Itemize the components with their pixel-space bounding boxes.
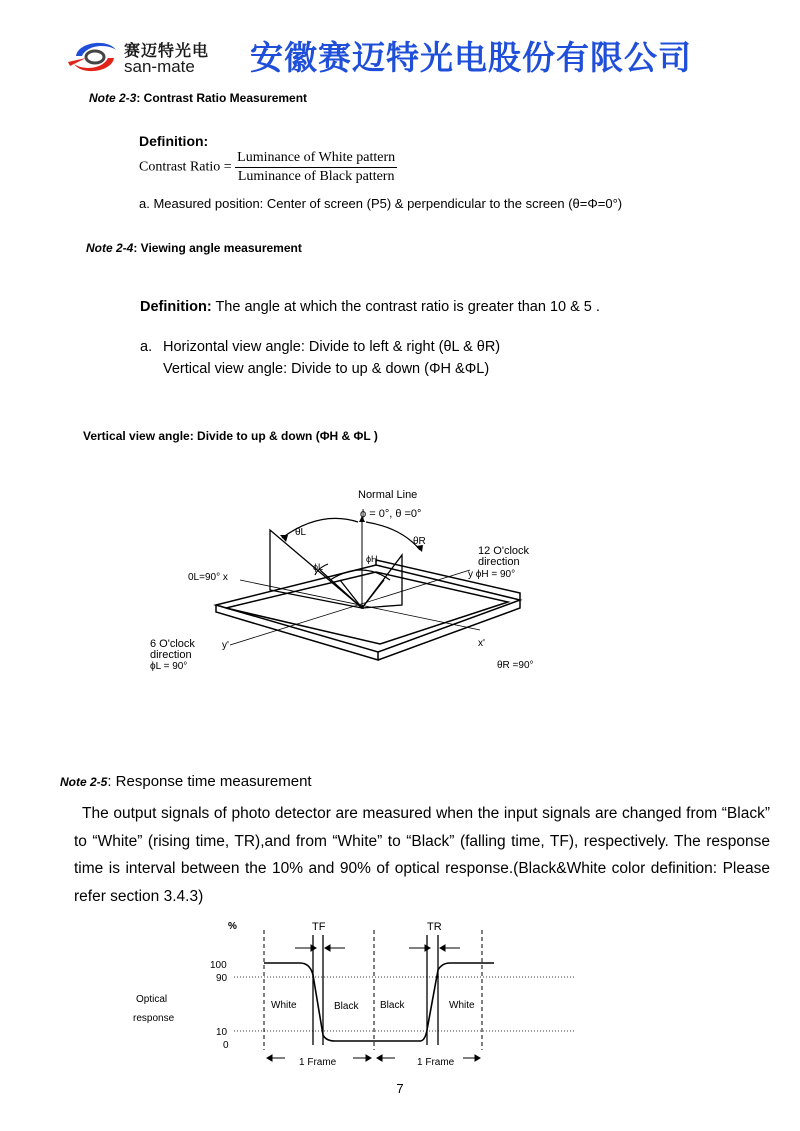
formula-numerator: Luminance of White pattern xyxy=(235,150,397,168)
contrast-definition-label: Definition: xyxy=(139,133,209,149)
note-2-5-heading xyxy=(60,773,312,790)
note-2-5-title: : Response time measurement xyxy=(107,773,312,790)
y-tick-10: 10 xyxy=(216,1027,228,1038)
contrast-ratio-formula xyxy=(139,150,397,185)
contrast-item-a: a. Measured position: Center of screen (P5) & perpendicular to the screen (θ=Φ=0°) xyxy=(139,196,623,211)
company-logo xyxy=(68,36,218,78)
six-oclock-line2: direction xyxy=(150,649,192,661)
normal-line-label: Normal Line xyxy=(358,489,418,501)
note-2-4-heading xyxy=(86,241,302,255)
note-2-3-prefix: Note 2-3 xyxy=(89,91,137,105)
frame-label-2: 1 Frame xyxy=(417,1057,455,1068)
y-prime-label: y' xyxy=(222,640,229,651)
twelve-oclock-line1: 12 O'clock xyxy=(478,545,530,557)
response-time-paragraph: The output signals of photo detector are measured when the input signals are changed from “Black” to “White” (rising time, TR),and from “White” to “Black” (falling time, TF), respectively. The response time is interval between the 10% and 90% of optical response.(Black&White color definition: Please refer section 3.4.3) xyxy=(74,805,770,905)
region-white-2: White xyxy=(449,1000,475,1011)
y-axis-line xyxy=(230,570,470,645)
y-tick-100: 100 xyxy=(210,960,227,971)
vertical-view-caption: Vertical view angle: Divide to up & down (ΦH & ΦL ) xyxy=(83,429,378,443)
region-white-1: White xyxy=(271,1000,297,1011)
twelve-oclock-line3: y ϕH = 90° xyxy=(468,569,516,580)
frame-label-1: 1 Frame xyxy=(299,1057,337,1068)
tf-label: TF xyxy=(312,921,326,933)
six-oclock-line3: ϕL = 90° xyxy=(150,661,188,672)
y-tick-90: 90 xyxy=(216,973,228,984)
ylabel-line1: Optical xyxy=(136,994,168,1005)
phi-l-label: ϕL xyxy=(313,562,324,572)
theta-r-90-label: θR =90° xyxy=(497,660,534,671)
theta-l-arrow-icon xyxy=(280,535,288,542)
normal-angles-label: ϕ = 0°, θ =0° xyxy=(360,508,422,520)
viewing-definition-text: The angle at which the contrast ratio is greater than 10 & 5 . xyxy=(211,299,600,315)
phi-h-label: ϕH xyxy=(366,554,378,564)
viewing-item-a-marker: a. xyxy=(140,339,153,355)
theta-l-label: θL xyxy=(295,527,307,538)
note-2-4-title: : Viewing angle measurement xyxy=(133,241,302,255)
theta-r-label: θR xyxy=(413,536,426,547)
region-black-2: Black xyxy=(380,1000,405,1011)
tr-label: TR xyxy=(427,921,442,933)
ylabel-line2: response xyxy=(133,1013,175,1024)
note-2-4-prefix: Note 2-4 xyxy=(86,241,134,255)
page-number: 7 xyxy=(396,1081,404,1096)
viewing-definition xyxy=(140,299,600,315)
note-2-3-heading xyxy=(89,91,307,105)
logo-text-en: san-mate xyxy=(124,57,195,76)
viewing-item-a-line2: Vertical view angle: Divide to up & down (ΦH &ΦL) xyxy=(163,361,490,377)
x-prime-label: x' xyxy=(478,638,485,649)
company-name: 安徽赛迈特光电股份有限公司 xyxy=(250,38,692,77)
response-time-diagram xyxy=(120,910,590,1075)
y-tick-0: 0 xyxy=(223,1040,229,1051)
left-angle-label: 0L=90° x xyxy=(188,572,228,583)
viewing-angle-diagram xyxy=(140,480,560,680)
six-oclock-line1: 6 O'clock xyxy=(150,638,195,650)
note-2-5-prefix: Note 2-5 xyxy=(60,775,108,789)
formula-fraction xyxy=(235,150,397,185)
formula-lhs: Contrast Ratio = xyxy=(139,159,232,175)
percent-label: % xyxy=(228,921,237,932)
note-2-3-title: : Contrast Ratio Measurement xyxy=(136,91,308,105)
view-wedges xyxy=(270,530,402,608)
region-black-1: Black xyxy=(334,1001,359,1012)
logo-mark-icon xyxy=(68,36,122,78)
tf-tr-markers xyxy=(313,935,438,1045)
logo-text-cn: 赛迈特光电 xyxy=(124,41,210,60)
twelve-oclock-line2: direction xyxy=(478,556,520,568)
formula-denominator: Luminance of Black pattern xyxy=(237,169,395,184)
viewing-definition-label: Definition: xyxy=(140,299,212,315)
viewing-item-a-line1: Horizontal view angle: Divide to left & right (θL & θR) xyxy=(163,339,501,355)
